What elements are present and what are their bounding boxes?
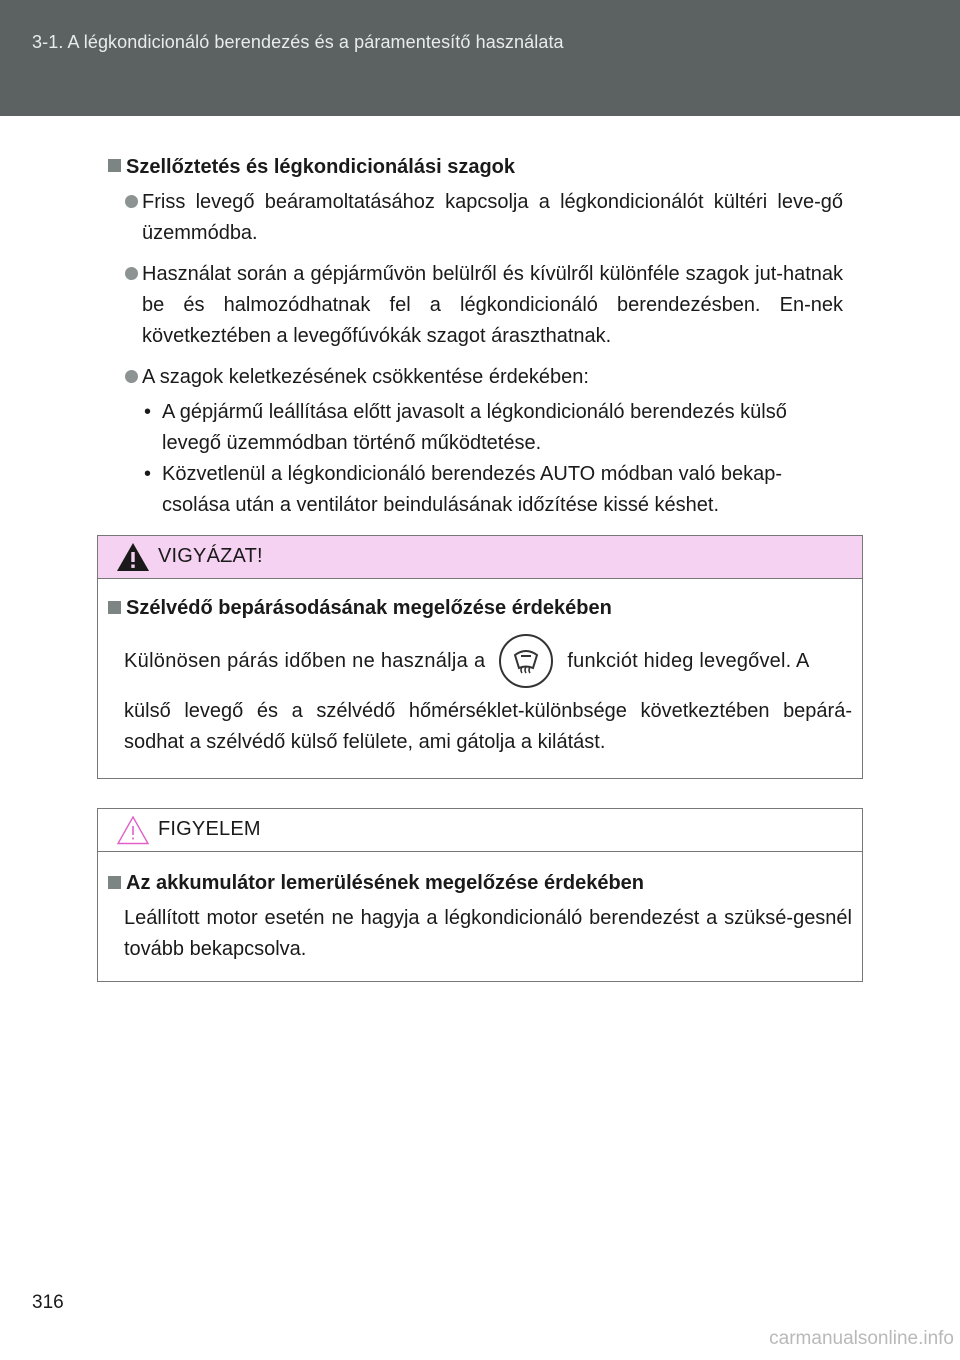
list-item [108, 362, 843, 393]
section-heading-text: Szellőztetés és légkondicionálási szagok [126, 156, 516, 178]
list-item-text: Friss levegő beáramoltatásához kapcsolja a légkondicionálót kültéri leve-gő üzemmódba. [142, 191, 843, 244]
list-item [108, 187, 843, 249]
list-item [108, 259, 843, 352]
caution-box-body [98, 579, 862, 758]
sub-list-item-text: Közvetlenül a légkondicionáló berendezés AUTO módban való bekap-csolása után a ventilátor beindulásának időzítése kissé késhet. [162, 463, 783, 516]
sub-list-item [108, 397, 843, 459]
square-bullet-icon [108, 159, 121, 172]
notice-triangle-icon [116, 815, 150, 845]
caution-title: VIGYÁZAT! [158, 545, 263, 567]
caution-heading-text: Szélvédő bepárásodásának megelőzése érdekében [126, 597, 612, 619]
round-bullet-icon [125, 195, 138, 208]
notice-title: FIGYELEM [158, 818, 261, 840]
square-bullet-icon [108, 601, 121, 614]
notice-heading [108, 868, 852, 899]
square-bullet-icon [108, 876, 121, 889]
notice-box-header [98, 809, 862, 852]
content-section [108, 152, 843, 521]
windshield-defroster-icon [499, 634, 553, 688]
caution-paragraph: külső levegő és a szélvédő hőmérséklet-különbsége következtében bepárá-sodhat a szélvédő külső felülete, ami gátolja a kilátást. [124, 700, 852, 753]
small-bullet-icon: • [144, 401, 152, 423]
watermark: carmanualsonline.info [769, 1328, 954, 1349]
sub-list-item [108, 459, 843, 521]
notice-box-body [98, 852, 862, 965]
page-header [0, 0, 960, 116]
chapter-title: 3-1. A légkondicionáló berendezés és a páramentesítő használata [32, 32, 564, 52]
warning-triangle-icon [116, 542, 150, 572]
section-heading [108, 152, 843, 183]
notice-paragraph: Leállított motor esetén ne hagyja a légkondicionáló berendezést a szüksé-gesnél tovább bekapcsolva. [124, 907, 852, 960]
list-item-text: Használat során a gépjárművön belülről és kívülről különféle szagok jut-hatnak be és halmozódhatnak fel a légkondicionáló berendezésben. En-nek következtében a levegőfúvókák szagot áraszthatnak. [142, 263, 843, 347]
caution-inline-row [108, 634, 852, 688]
round-bullet-icon [125, 370, 138, 383]
caution-text-before: Különösen párás időben ne használja a [124, 649, 486, 672]
caution-box [97, 535, 863, 779]
caution-box-header [98, 536, 862, 579]
small-bullet-icon: • [144, 463, 152, 485]
sub-list-item-text: A gépjármű leállítása előtt javasolt a légkondicionáló berendezés külső levegő üzemmódban történő működtetése. [162, 401, 787, 454]
round-bullet-icon [125, 267, 138, 280]
caution-text-after: funkciót hideg levegővel. A [567, 649, 810, 672]
notice-box [97, 808, 863, 982]
caution-heading [108, 593, 852, 624]
list-item-text: A szagok keletkezésének csökkentése érdekében: [142, 366, 589, 388]
notice-heading-text: Az akkumulátor lemerülésének megelőzése érdekében [126, 872, 645, 894]
page-number: 316 [32, 1292, 64, 1313]
